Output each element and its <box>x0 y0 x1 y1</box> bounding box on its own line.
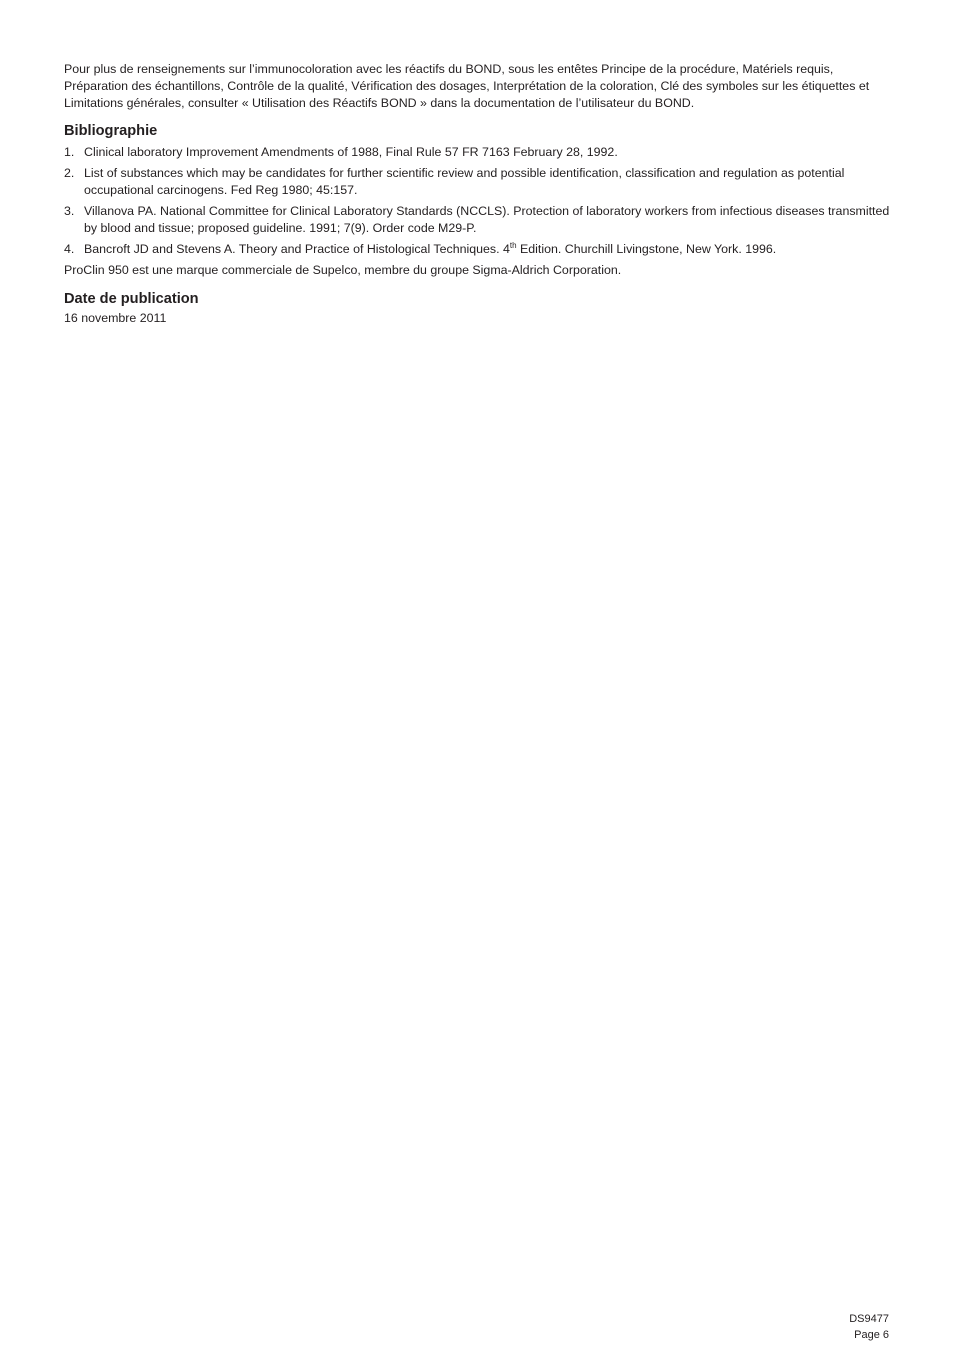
reference-item <box>64 241 894 258</box>
reference-number: 3. <box>64 204 75 218</box>
reference-item <box>64 203 894 237</box>
reference-text: Villanova PA. National Committee for Clinical Laboratory Standards (NCCLS). Protection of laboratory workers from infectious diseases transmitted by blood and tissue; proposed guideline. 1991; 7(9). Order code M29-P. <box>84 204 890 235</box>
bibliography-heading: Bibliographie <box>64 123 158 139</box>
reference-text-part: Edition. Churchill Livingstone, New York. 1996. <box>516 242 777 256</box>
reference-number: 1. <box>64 145 75 159</box>
ordinal-superscript: th <box>509 240 517 250</box>
publication-date: 16 novembre 2011 <box>64 311 167 325</box>
reference-text: List of substances which may be candidates for further scientific review and possible identification, classification and regulation as potential occupational carcinogens. Fed Reg 1980; 45:157. <box>84 166 845 197</box>
reference-list <box>64 144 894 258</box>
document-body <box>64 61 894 327</box>
document-code: DS9477 <box>849 1313 889 1325</box>
reference-item <box>64 165 894 199</box>
reference-number: 4. <box>64 242 75 256</box>
trademark-note: ProClin 950 est une marque commerciale de Supelco, membre du groupe Sigma-Aldrich Corporation. <box>64 263 622 277</box>
reference-text-part: Bancroft JD and Stevens A. Theory and Practice of Histological Techniques. 4 <box>84 242 510 256</box>
page-footer <box>849 1311 889 1343</box>
publication-date-heading: Date de publication <box>64 291 199 307</box>
reference-text <box>84 241 894 258</box>
reference-item <box>64 144 894 161</box>
reference-number: 2. <box>64 166 75 180</box>
intro-paragraph: Pour plus de renseignements sur l’immunocoloration avec les réactifs du BOND, sous les entêtes Principe de la procédure, Matériels requis, Préparation des échantillons, Contrôle de la qualité, Vérification des dosages, Interprétation de la coloration, Clé des symboles sur les étiquettes et Limitations générales, consulter « Utilisation des Réactifs BOND » dans la documentation de l’utilisateur du BOND. <box>64 62 870 110</box>
reference-text: Clinical laboratory Improvement Amendments of 1988, Final Rule 57 FR 7163 February 28, 1992. <box>84 145 618 159</box>
page-number: Page 6 <box>854 1329 889 1341</box>
